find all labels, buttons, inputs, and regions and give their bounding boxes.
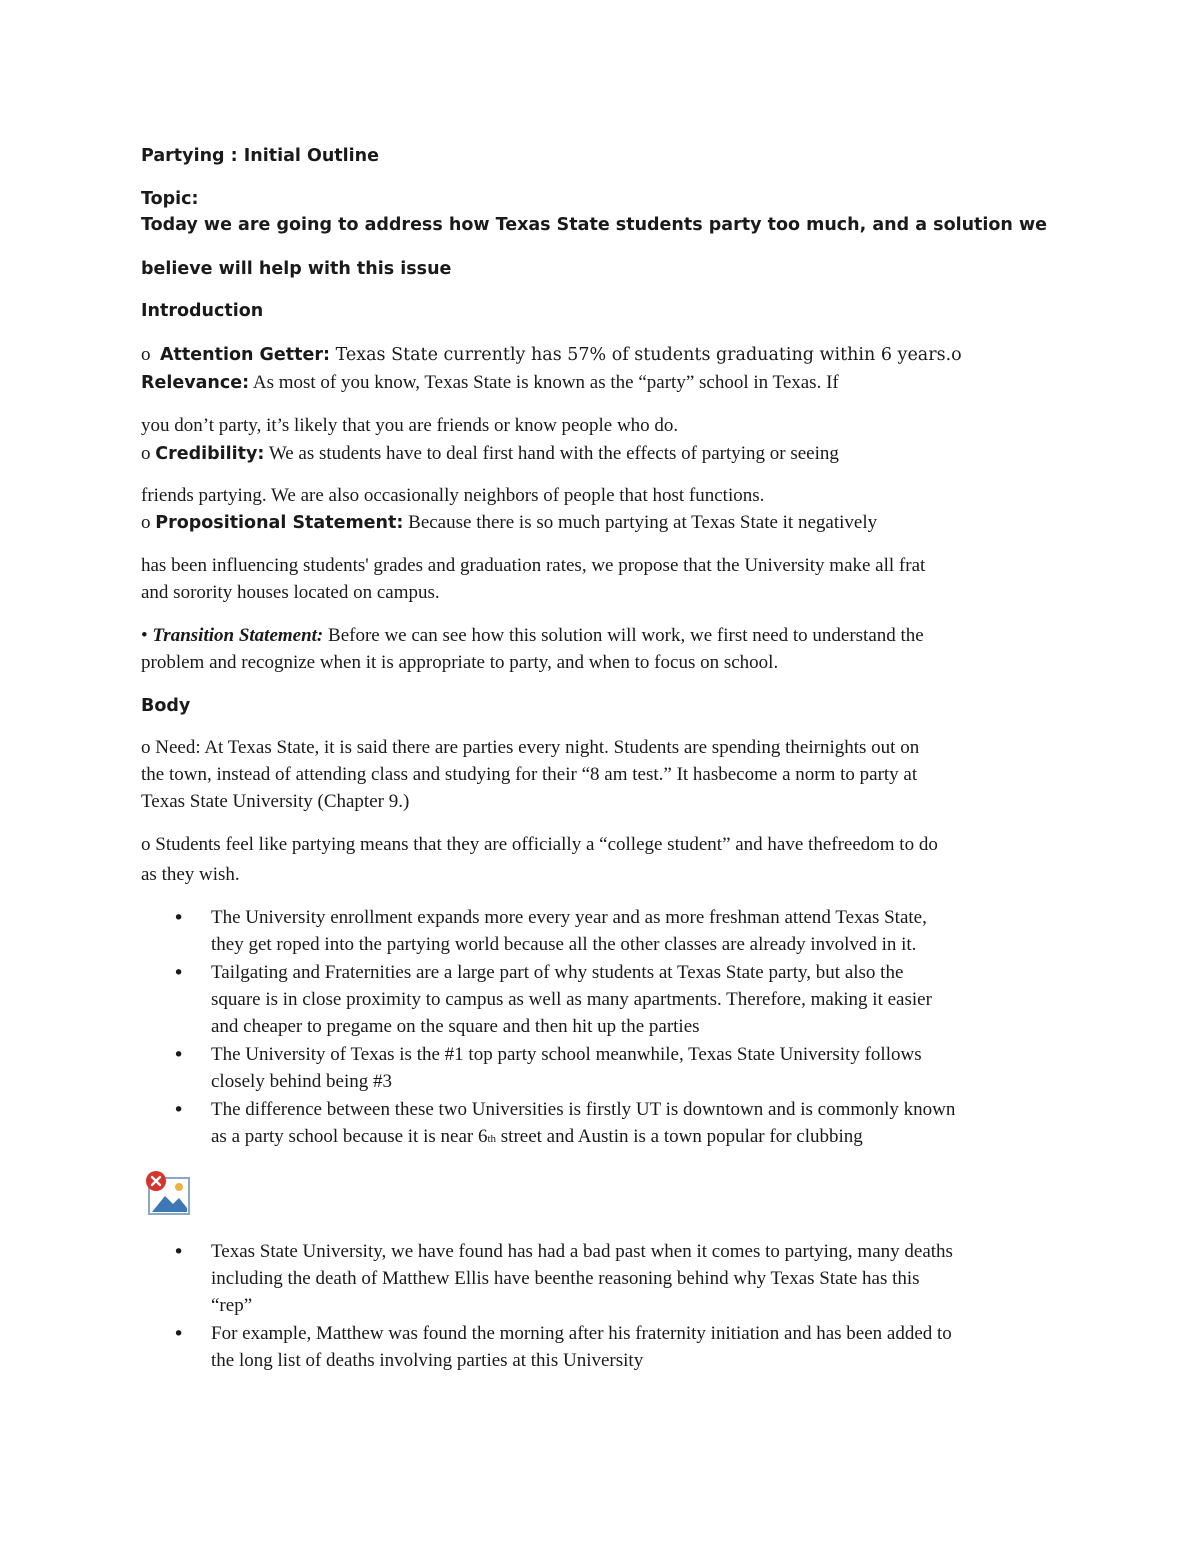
bullet4-text-post: street and Austin is a town popular for clubbing — [496, 1126, 863, 1147]
document-title: Partying : Initial Outline — [141, 146, 379, 166]
list-item: “rep” — [211, 1295, 253, 1316]
body-heading: Body — [141, 696, 191, 716]
credibility-line-1 — [141, 443, 839, 465]
bullet-icon: • — [173, 1044, 185, 1066]
transition-line-1 — [141, 625, 924, 647]
attention-getter-item — [141, 344, 962, 366]
attention-getter-text: Texas State currently has 57% of students graduating within 6 years.o — [330, 345, 962, 365]
credibility-label: Credibility: — [155, 444, 265, 464]
list-item: The University of Texas is the #1 top party school meanwhile, Texas State University follows — [211, 1044, 922, 1065]
bullet-icon: • — [173, 1323, 185, 1345]
transition-line-2: problem and recognize when it is appropriate to party, and when to focus on school. — [141, 652, 779, 673]
bullet-icon: • — [173, 1241, 185, 1263]
credibility-text-1: We as students have to deal first hand with the effects of partying or seeing — [264, 443, 839, 464]
relevance-line-2: you don’t party, it’s likely that you are friends or know people who do. — [141, 415, 679, 436]
list-item: For example, Matthew was found the morning after his fraternity initiation and has been added to — [211, 1323, 952, 1344]
list-item: square is in close proximity to campus as well as many apartments. Therefore, making it easier — [211, 989, 932, 1010]
transition-label: Transition Statement: — [152, 625, 324, 646]
credibility-marker: o — [141, 443, 156, 464]
introduction-heading: Introduction — [141, 301, 264, 321]
bullet-icon: • — [173, 907, 185, 929]
transition-marker: • — [141, 625, 153, 646]
attention-getter-label: Attention Getter: — [160, 345, 331, 365]
relevance-label: Relevance: — [141, 373, 250, 393]
transition-text-1: Before we can see how this solution will work, we first need to understand the — [323, 625, 924, 646]
need-line-3: Texas State University (Chapter 9.) — [141, 791, 410, 812]
topic-line-1: Today we are going to address how Texas State students party too much, and a solution we — [141, 215, 1048, 235]
list-item — [211, 1126, 863, 1150]
topic-label: Topic: — [141, 189, 199, 209]
propositional-label: Propositional Statement: — [155, 513, 404, 533]
propositional-line-3: and sorority houses located on campus. — [141, 582, 440, 603]
list-item: they get roped into the partying world because all the other classes are already involved in it. — [211, 934, 917, 955]
propositional-line-1 — [141, 512, 877, 534]
propositional-marker: o — [141, 512, 156, 533]
list-item: the long list of deaths involving parties at this University — [211, 1350, 644, 1371]
propositional-text-1: Because there is so much partying at Texas State it negatively — [403, 512, 878, 533]
bullet-icon: • — [173, 1099, 185, 1121]
list-item: Tailgating and Fraternities are a large part of why students at Texas State party, but also the — [211, 962, 904, 983]
list-item: The difference between these two Universities is firstly UT is downtown and is commonly known — [211, 1099, 956, 1120]
need-line-2: the town, instead of attending class and studying for their “8 am test.” It hasbecome a norm to party at — [141, 764, 918, 785]
list-item: closely behind being #3 — [211, 1071, 392, 1092]
credibility-line-2: friends partying. We are also occasionally neighbors of people that host functions. — [141, 485, 765, 506]
bullet-icon: • — [173, 962, 185, 984]
broken-image-icon — [145, 1170, 191, 1216]
list-item: The University enrollment expands more every year and as more freshman attend Texas State, — [211, 907, 927, 928]
list-item: and cheaper to pregame on the square and then hit up the parties — [211, 1016, 700, 1037]
relevance-line-1 — [141, 372, 839, 394]
relevance-text-1: As most of you know, Texas State is known as the “party” school in Texas. If — [249, 372, 839, 393]
propositional-line-2: has been influencing students' grades and graduation rates, we propose that the University make all frat — [141, 555, 926, 576]
ordinal-suffix: th — [487, 1133, 497, 1145]
students-line-2: as they wish. — [141, 864, 240, 885]
bullet4-text-pre: as a party school because it is near 6 — [211, 1126, 488, 1147]
list-item: including the death of Matthew Ellis have beenthe reasoning behind why Texas State has this — [211, 1268, 920, 1289]
list-item: Texas State University, we have found has had a bad past when it comes to partying, many deaths — [211, 1241, 953, 1262]
need-line-1: o Need: At Texas State, it is said there are parties every night. Students are spending theirnights out on — [141, 737, 920, 758]
students-line-1: o Students feel like partying means that they are officially a “college student” and have thefreedom to do — [141, 834, 938, 855]
outline-marker: o — [141, 344, 151, 365]
topic-line-2: believe will help with this issue — [141, 259, 452, 279]
